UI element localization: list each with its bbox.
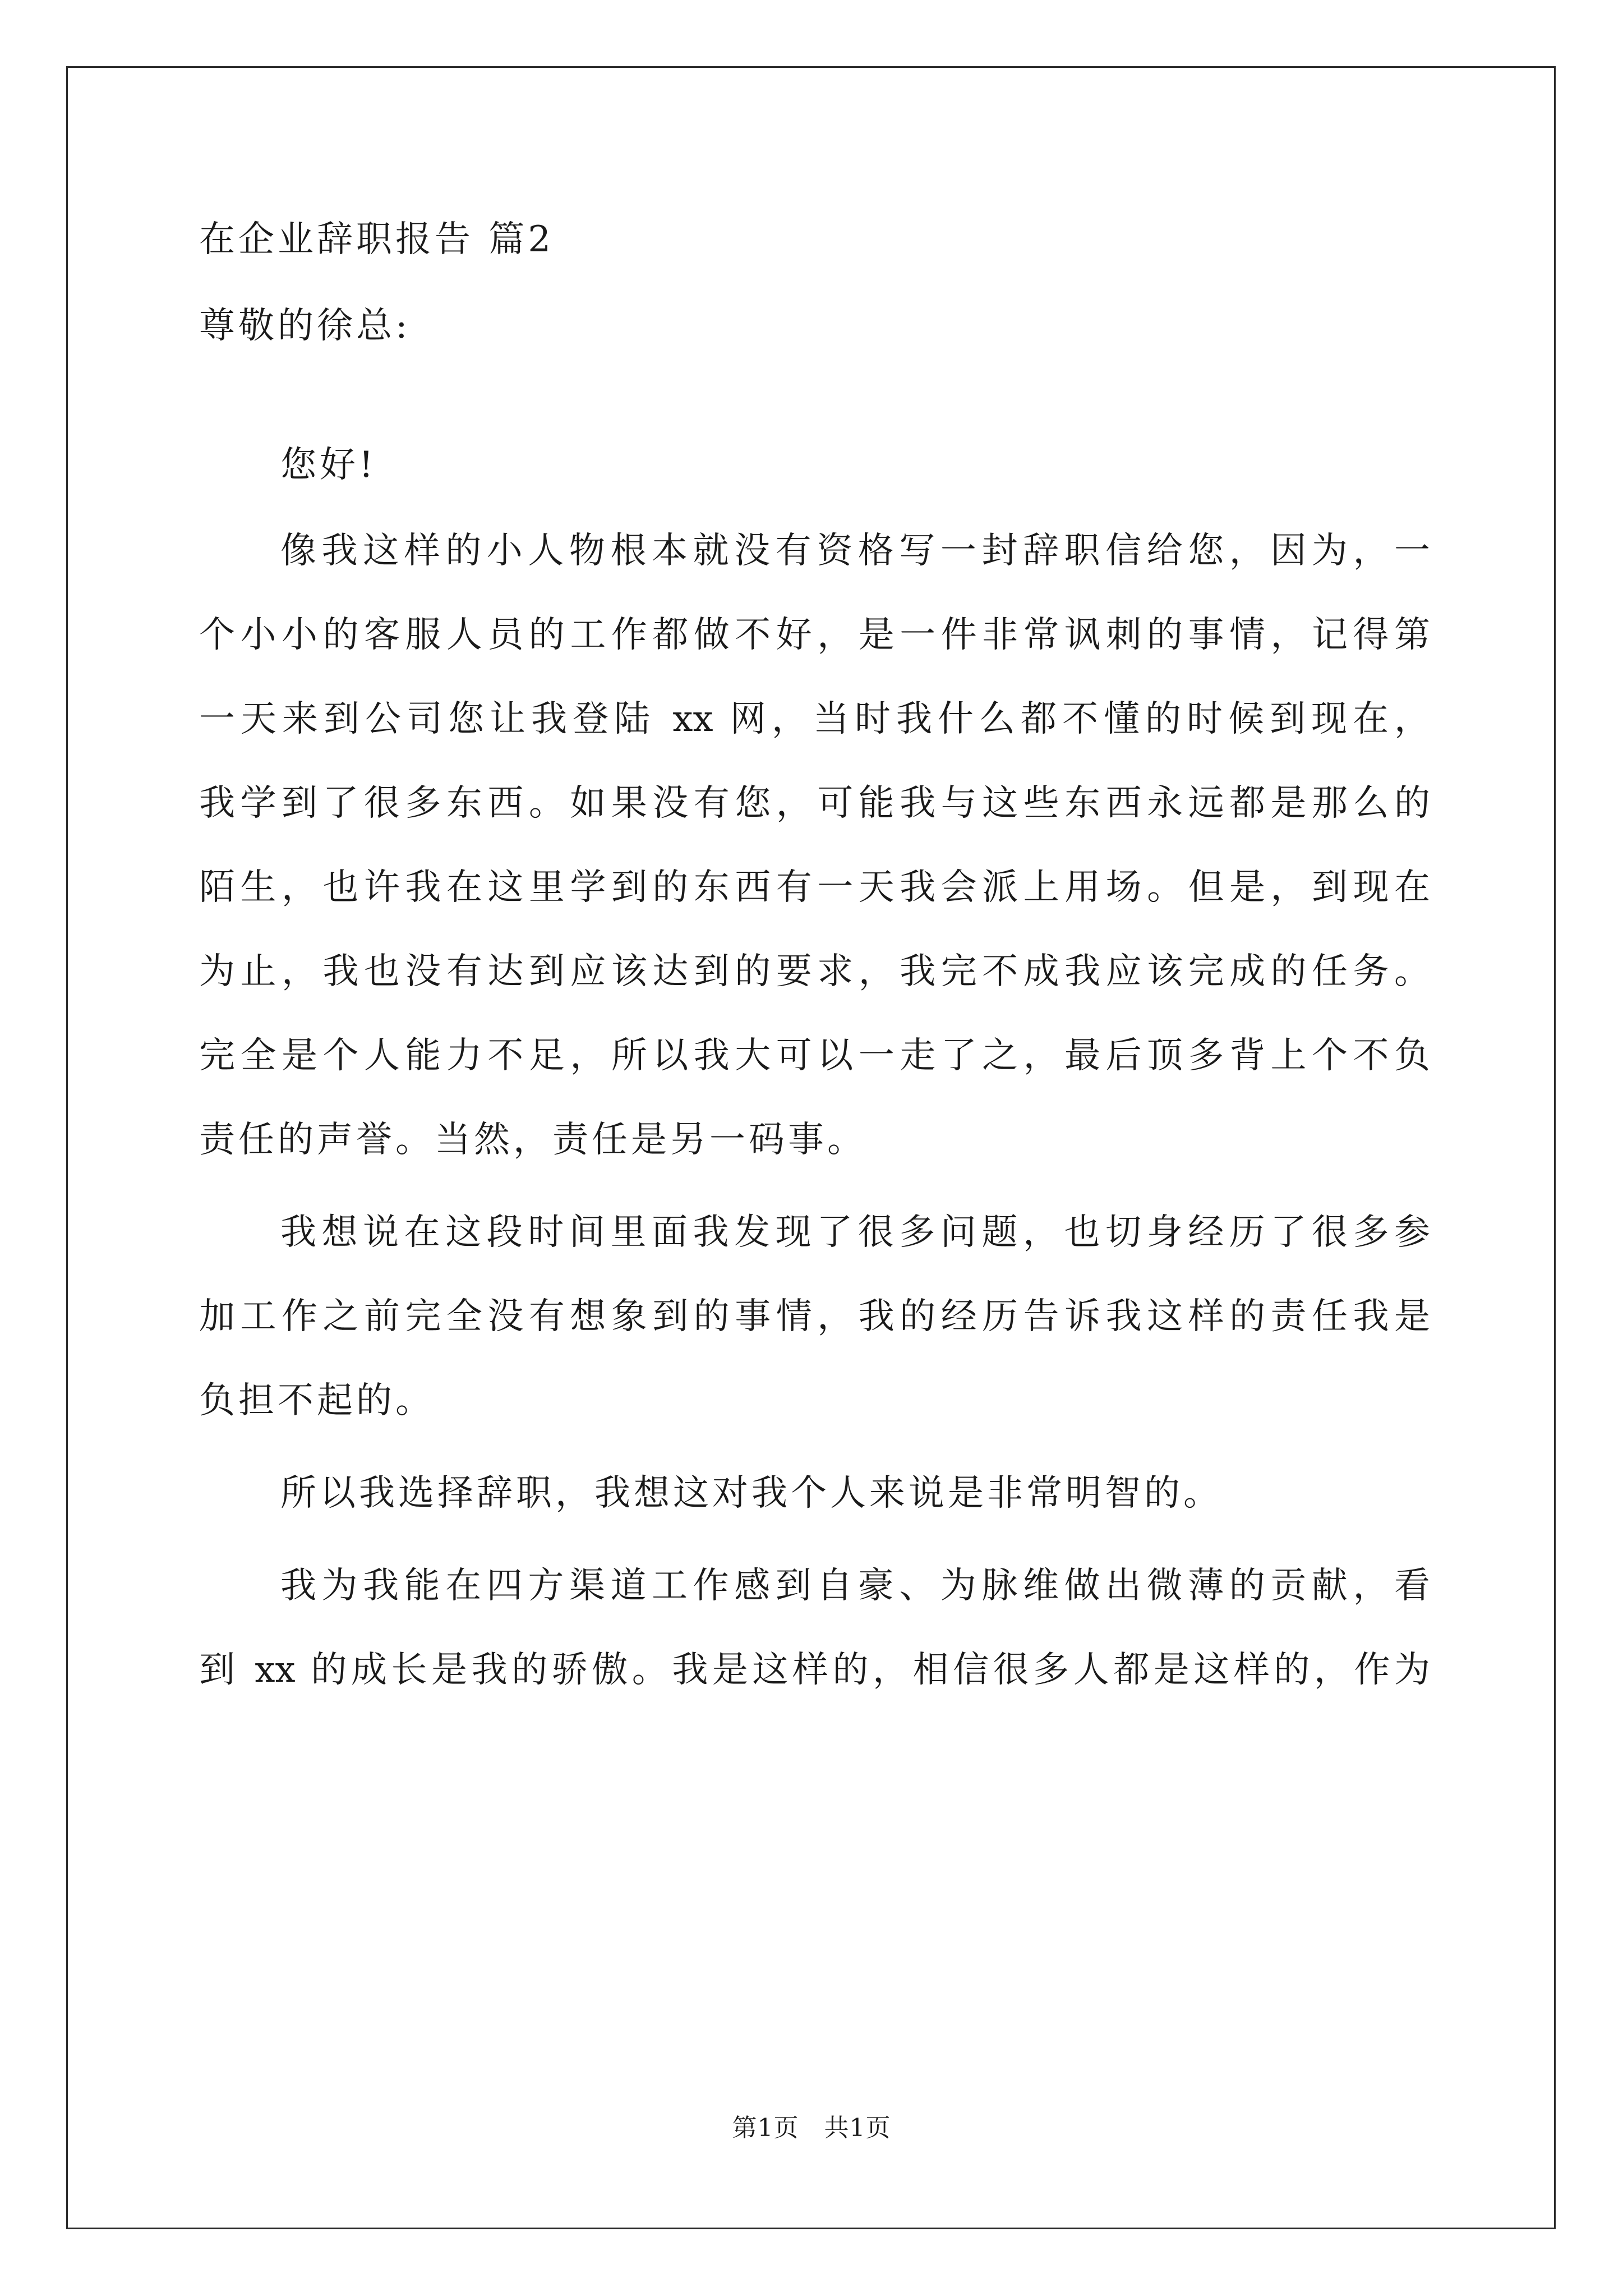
body-line: 负担不起的。 — [199, 1380, 435, 1421]
body-line: 个小小的客服人员的工作都做不好，是一件非常讽刺的事情，记得第 — [199, 614, 1430, 656]
body-line: 到 xx 的成长是我的骄傲。我是这样的，相信很多人都是这样的，作为 — [199, 1649, 1430, 1691]
body-line: 责任的声誉。当然，责任是另一码事。 — [199, 1119, 866, 1161]
body-line: 完全是个人能力不足，所以我大可以一走了之，最后顶多背上个不负 — [199, 1035, 1430, 1076]
body-line: 我想说在这段时间里面我发现了很多问题，也切身经历了很多参 — [280, 1212, 1430, 1253]
body-line: 我为我能在四方渠道工作感到自豪、为脉维做出微薄的贡献，看 — [280, 1565, 1430, 1607]
body-line: 我学到了很多东西。如果没有您，可能我与这些东西永远都是那么的 — [199, 783, 1430, 824]
body-line: 陌生，也许我在这里学到的东西有一天我会派上用场。但是，到现在 — [199, 867, 1430, 908]
body-line: 一天来到公司您让我登陆 xx 网，当时我什么都不懂的时候到现在， — [199, 698, 1430, 740]
body-line: 加工作之前完全没有想象到的事情，我的经历告诉我这样的责任我是 — [199, 1296, 1430, 1337]
document-heading: 在企业辞职报告 篇2 — [199, 219, 555, 260]
body-line: 所以我选择辞职，我想这对我个人来说是非常明智的。 — [280, 1473, 1223, 1514]
salutation: 尊敬的徐总: — [199, 305, 411, 347]
page-footer: 第1页 共1页 — [732, 2114, 891, 2142]
greeting: 您好! — [280, 444, 377, 486]
body-line: 为止，我也没有达到应该达到的要求，我完不成我应该完成的任务。 — [199, 951, 1430, 992]
body-line: 像我这样的小人物根本就没有资格写一封辞职信给您，因为，一 — [280, 530, 1430, 572]
